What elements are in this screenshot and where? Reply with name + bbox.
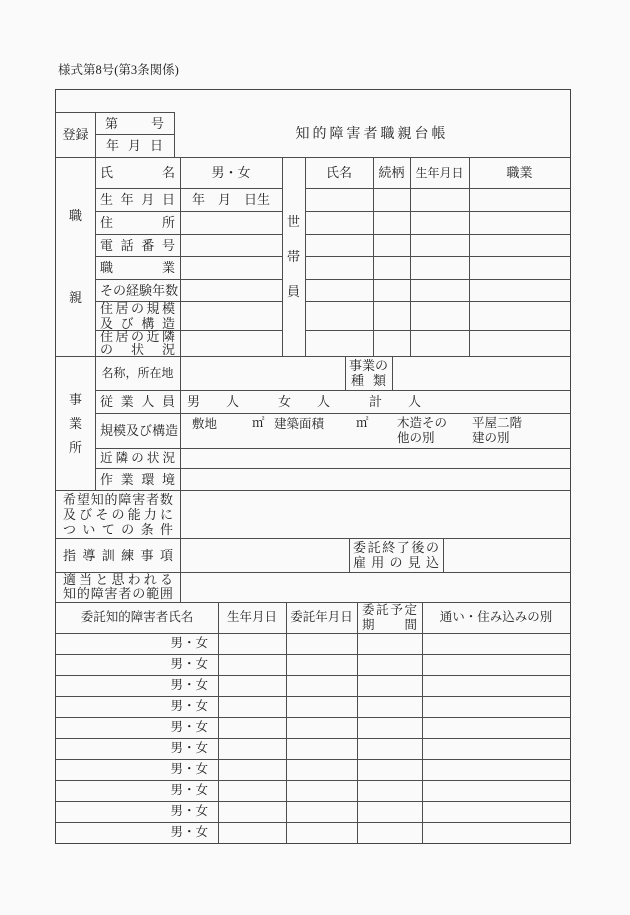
label-line: 委 託 終 了 後 の	[353, 540, 439, 555]
wood-structure-label	[397, 416, 447, 446]
office-section-label: 事 業 所	[68, 391, 82, 455]
wish-conditions-label	[56, 490, 180, 538]
label-line: 種 類	[351, 373, 386, 388]
office-scale-label: 規 模 及 び 構 造	[100, 423, 179, 438]
site-area-unit: ㎡	[252, 416, 265, 430]
label-line: 住 居 の 規 模	[100, 300, 175, 316]
employer-name-label: 氏 名	[100, 165, 175, 180]
consignment-row-gender: 男・女	[170, 783, 208, 798]
office-scale-value	[180, 413, 570, 448]
label-line: 及 び 構 造	[100, 315, 175, 331]
registration-date-row: 年 月 日	[106, 138, 163, 153]
employer-section-label: 職 親	[68, 208, 82, 305]
employer-phone-label: 電 話 番 号	[100, 237, 175, 253]
consignment-row-gender: 男・女	[170, 678, 208, 693]
consignment-col-date: 委託年月日	[290, 610, 353, 625]
consignment-col-name: 委託知的障害者氏名	[80, 610, 194, 625]
building-area-unit: ㎡	[356, 416, 369, 430]
office-type-label	[345, 356, 392, 390]
office-neighbor-label: 近 隣 の 状 況	[100, 450, 175, 465]
office-environment-label: 作 業 環 境	[100, 471, 175, 487]
consignment-row-gender: 男・女	[170, 636, 208, 651]
household-col-relation: 続柄	[378, 165, 405, 180]
label-line: つ い て の 条 件	[63, 521, 173, 537]
label-line: 期 間	[362, 617, 417, 632]
employer-experience-label: そ の 経 験 年 数	[100, 282, 179, 298]
label-line: 及 び そ の 能 力 に	[63, 506, 173, 522]
form-table-frame	[55, 89, 571, 844]
label-line: 希 望 知 的 障 害 者 数	[63, 491, 173, 507]
household-col-birth: 生年月日	[415, 165, 464, 180]
employer-birth-label: 生 年 月 日	[100, 192, 175, 207]
consignment-row-gender: 男・女	[170, 804, 208, 819]
office-staff-label: 従 業 人 員	[100, 394, 175, 409]
employer-gender-value: 男・女	[211, 165, 251, 180]
registration-number-row: 第 号	[105, 115, 164, 131]
office-name-label: 名称，所在地	[101, 366, 174, 380]
form-number: 様式第8号(第3条関係)	[58, 63, 179, 77]
household-col-name: 氏名	[325, 165, 352, 180]
consignment-col-commute: 通い・住み込みの別	[439, 610, 553, 625]
post-consignment-employment-label	[349, 538, 443, 572]
label-line: 平屋二階	[472, 416, 523, 430]
consignment-row-gender: 男・女	[170, 762, 208, 777]
household-col-occupation: 職業	[506, 165, 533, 180]
consignment-row-gender: 男・女	[170, 741, 208, 756]
employer-neighborhood-label	[95, 330, 180, 356]
label-line: 他の別	[397, 431, 435, 445]
consignment-col-period	[357, 602, 422, 633]
label-line: の 状 況	[100, 342, 175, 357]
label-line: 建の別	[472, 431, 510, 445]
employer-occupation-label: 職 業	[100, 260, 175, 275]
office-staff-value: 男 人 女 人 計 人	[187, 394, 422, 409]
label-line: 委 託 予 定	[362, 602, 417, 617]
label-line: 木造その	[397, 416, 448, 430]
employer-address-label: 住 所	[100, 215, 175, 230]
suitable-range-label	[56, 572, 180, 602]
consignment-row-gender: 男・女	[170, 825, 208, 840]
building-area-label: 建築面積	[274, 417, 325, 431]
consignment-row-gender: 男・女	[170, 699, 208, 714]
label-line: 知 的 障 害 者 の 範 囲	[63, 586, 173, 601]
employer-residence-scale-label	[95, 301, 180, 330]
site-area-label: 敷地	[192, 417, 218, 431]
guidance-training-label: 指 導 訓 練 事 項	[63, 547, 173, 563]
registration-label: 登録	[62, 127, 89, 142]
household-section-label: 世 帯 員	[286, 214, 300, 299]
storey-type-label	[472, 416, 522, 446]
employer-birth-value: 年 月 日生	[191, 192, 270, 207]
consignment-row-gender: 男・女	[170, 720, 208, 735]
label-line: 事業の	[349, 358, 389, 373]
consignment-row-gender: 男・女	[170, 657, 208, 672]
consignment-col-birth: 生年月日	[226, 610, 277, 625]
label-line: 住 居 の 近 隣	[100, 329, 175, 344]
label-line: 雇 用 の 見 込	[353, 555, 439, 570]
form-title: 知的障害者職親台帳	[295, 126, 449, 142]
label-line: 適 当 と 思 わ れ る	[63, 572, 173, 587]
